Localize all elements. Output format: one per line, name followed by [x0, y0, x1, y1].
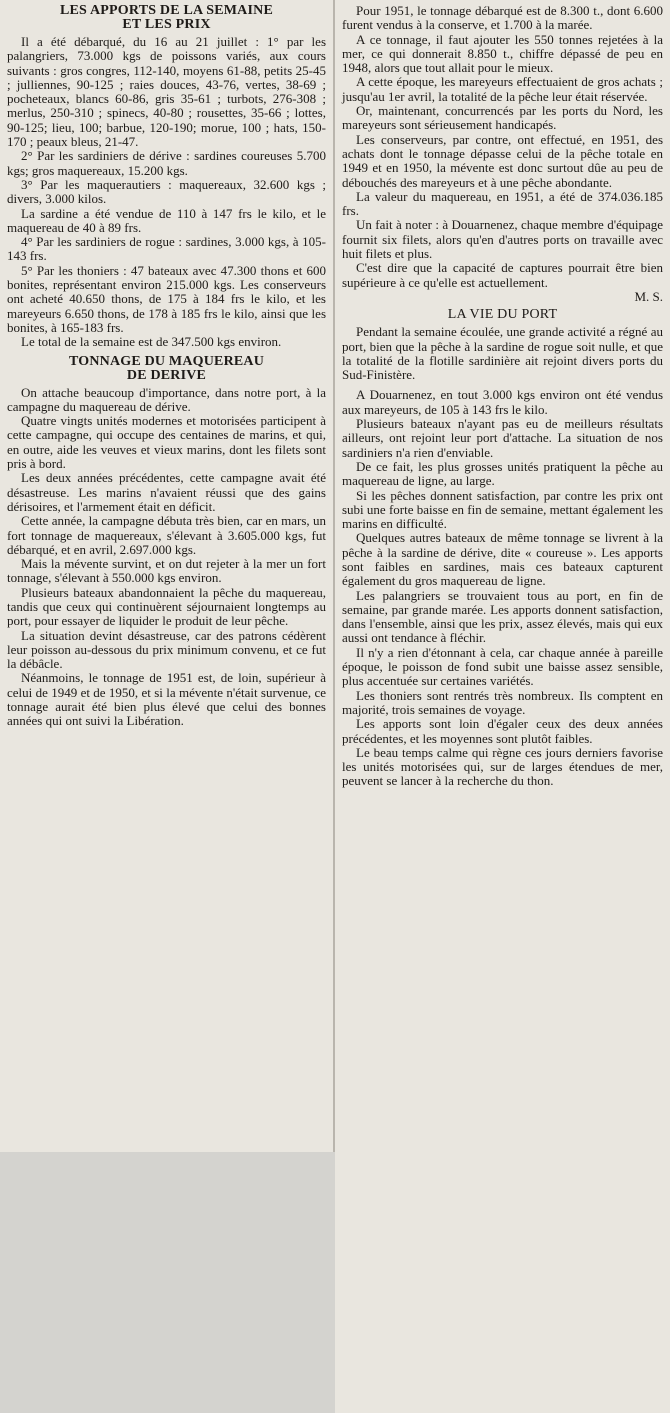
vie-du-port-paragraph: Quelques autres bateaux de même tonnage se livrent à la pêche à la sardine de dérive, dite « coureuse ». Les apports sont faibles en sardines, mais ces bateaux capturent également du gros maquereau de ligne.	[342, 530, 663, 589]
apports-paragraph: 3° Par les maquerautiers : maquereaux, 32.600 kgs ; divers, 3.000 kilos.	[7, 176, 326, 207]
vie-du-port-paragraph: A Douarnenez, en tout 3.000 kgs environ ont été vendus aux mareyeurs, de 105 à 143 frs le kilo.	[342, 387, 663, 417]
vie-du-port-paragraph: De ce fait, les plus grosses unités pratiquent la pêche au maquereau de ligne, au large.	[342, 458, 663, 489]
tonnage-paragraph: La situation devint désastreuse, car des patrons cédèrent leur poisson au-dessous du prix minimum convenu, et ce fut la débâcle.	[7, 627, 326, 672]
tonnage-continued-paragraph: Or, maintenant, concurrencés par les ports du Nord, les mareyeurs sont sérieusement handicapés.	[342, 103, 663, 133]
tonnage-continued-paragraph: La valeur du maquereau, en 1951, a été de 374.036.185 frs.	[342, 188, 663, 219]
vie-du-port-paragraph: Plusieurs bateaux n'ayant pas eu de meilleurs résultats ailleurs, ont rejoint leur port d'attache. La situation de nos sardiniers n'a rien d'enviable.	[342, 416, 663, 460]
tonnage-paragraph: On attache beaucoup d'importance, dans notre port, à la campagne du maquereau de dérive.	[7, 384, 326, 414]
apports-paragraph: 4° Par les sardiniers de rogue : sardines, 3.000 kgs, à 105-143 frs.	[7, 234, 326, 264]
vie-du-port-paragraph: Les thoniers sont rentrés très nombreux. Ils comptent en majorité, trois semaines de voyage.	[342, 687, 663, 717]
tonnage-continued-paragraph: Un fait à noter : à Douarnenez, chaque membre d'équipage fournit six filets, alors qu'en d'autres ports on travaille avec huit filets et plus.	[342, 217, 663, 262]
right-column	[335, 0, 670, 1413]
tonnage-paragraph: Néanmoins, le tonnage de 1951 est, de loin, supérieur à celui de 1949 et de 1950, et si la mévente n'était survenue, ce tonnage aurait été bien plus élevé que celui des bonnes années qui ont suivi la Libération.	[7, 670, 326, 729]
tonnage-paragraph: Plusieurs bateaux abandonnaient la pêche du maquereau, tandis que ceux qui continuèrent séjournaient longtemps au port, pour essayer de liquider le produit de leur pêche.	[7, 584, 326, 629]
tonnage-paragraph: Les deux années précédentes, cette campagne avait été désastreuse. Les marins n'avaient réussi que des gains dérisoires, et l'armement était en déficit.	[7, 470, 326, 514]
tonnage-continued-paragraph: A cette époque, les mareyeurs effectuaient de gros achats ; jusqu'au 1er avril, la totalité de la pêche leur était réservée.	[342, 74, 663, 104]
apports-title-line1: LES APPORTS DE LA SEMAINE	[59, 3, 273, 18]
apports-paragraph: Il a été débarqué, du 16 au 21 juillet : 1° par les palangriers, 73.000 kgs de poissons variés, aux cours suivants : gros congres, 112-140, moyens 61-88, petits 25-45 ; julliennes, 90-125 ; raies douces, 43-76, vertes, 38-69 ; pocheteaux, blancs 60-86, gris 35-61 ; turbots, 276-308 ; merlus, 250-310 ; spinecs, 40-80 ; rousettes, 35-66 ; lottes, 90-125; lieu, 100; barbue, 120-190; morue, 100 ; hats, 150-170 ; peaux bleus, 21-47.	[7, 34, 326, 150]
apports-paragraph: Le total de la semaine est de 347.500 kgs environ.	[21, 334, 282, 350]
vie-du-port-paragraph: Si les pêches donnent satisfaction, par contre les prix ont subi une forte baisse en fin de semaine, mettant également les marins en difficulté.	[342, 487, 663, 532]
tonnage-paragraph: Quatre vingts unités modernes et motorisées participent à cette campagne, qui occupe des centaines de marins, et qui, en outre, aide les veuves et vieux marins, dont les filets sont pris à bord.	[7, 413, 326, 472]
vie-du-port-paragraph: Les apports sont loin d'égaler ceux des deux années précédentes, et les moyennes sont plutôt faibles.	[342, 716, 663, 746]
tonnage-continued-paragraph: Les conserveurs, par contre, ont effectué, en 1951, des achats dont le tonnage dépasse celui de la pêche totale en 1949 et en 1950, la mévente est donc surtout dûe au peu de débouchés des mareyeurs et à une pêche abondante.	[342, 131, 663, 190]
apports-paragraph: La sardine a été vendue de 110 à 147 frs le kilo, et le maquereau de 40 à 89 frs.	[7, 205, 326, 235]
tonnage-title-line1: TONNAGE DU MAQUEREAU	[68, 353, 265, 369]
apports-paragraph: 2° Par les sardiniers de dérive : sardines coureuses 5.700 kgs; gros maquereaux, 15.200 kgs.	[7, 148, 326, 178]
tonnage-title-line2: DE DERIVE	[126, 367, 207, 383]
vie-du-port-paragraph: Le beau temps calme qui règne ces jours derniers favorise les unités motorisées qui, sur de larges étendues de mer, peuvent se lancer à la recherche du thon.	[342, 744, 663, 789]
tonnage-continued-paragraph: C'est dire que la capacité de captures pourrait être bien supérieure à ce qu'elle est actuellement.	[342, 260, 663, 290]
tonnage-continued-paragraph: Pour 1951, le tonnage débarqué est de 8.300 t., dont 6.600 furent vendus à la conserve, et 1.700 à la marée.	[342, 3, 663, 33]
vie-du-port-paragraph: Pendant la semaine écoulée, une grande activité a régné au port, bien que la pêche à la sardine de rogue soit nulle, et que la totalité de la flotille sardinière ait rejoint divers ports du Sud-Finistère.	[342, 324, 663, 383]
left-column	[0, 0, 333, 1152]
tonnage-continued-paragraph: A ce tonnage, il faut ajouter les 550 tonnes rejetées à la mer, ce qui donnerait 8.850 t., chiffre dépassé de peu en 1948, alors que tout allait pour le mieux.	[342, 31, 663, 76]
apports-paragraph: 5° Par les thoniers : 47 bateaux avec 47.300 thons et 600 bonites, représentant environ 215.000 kgs. Les conserveurs ont acheté 40.650 thons, de 175 à 184 frs le kilo, et les mareyeurs 6.650 thons, de 178 à 185 frs le kilo, ainsi que les bonites, à 165-183 frs.	[7, 262, 326, 335]
vie-du-port-paragraph: Il n'y a rien d'étonnant à cela, car chaque année à pareille époque, le poisson de fond subit une baisse assez sensible, plus accentuée sur certaines variétés.	[342, 644, 663, 689]
tonnage-paragraph: Cette année, la campagne débuta très bien, car en mars, un fort tonnage de maquereaux, s'élevant à 3.605.000 kgs, fut débarqué, et en avril, 2.697.000 kgs.	[7, 513, 326, 557]
article-signature: M. S.	[634, 288, 663, 304]
apports-title	[7, 4, 326, 32]
vie-du-port-paragraph: Les palangriers se trouvaient tous au port, en fin de semaine, par grande marée. Les apports donnent satisfaction, dans l'ensemble, ainsi que les prix, assez élevés, mais qui eux aussi ont tendance à fléchir.	[342, 587, 663, 646]
apports-title-line2: ET LES PRIX	[122, 17, 211, 32]
vie-du-port-title: LA VIE DU PORT	[447, 307, 558, 323]
tonnage-paragraph: Mais la mévente survint, et on dut rejeter à la mer un fort tonnage, s'élevant à 550.000 kgs environ.	[7, 556, 326, 586]
tonnage-title	[7, 355, 326, 383]
